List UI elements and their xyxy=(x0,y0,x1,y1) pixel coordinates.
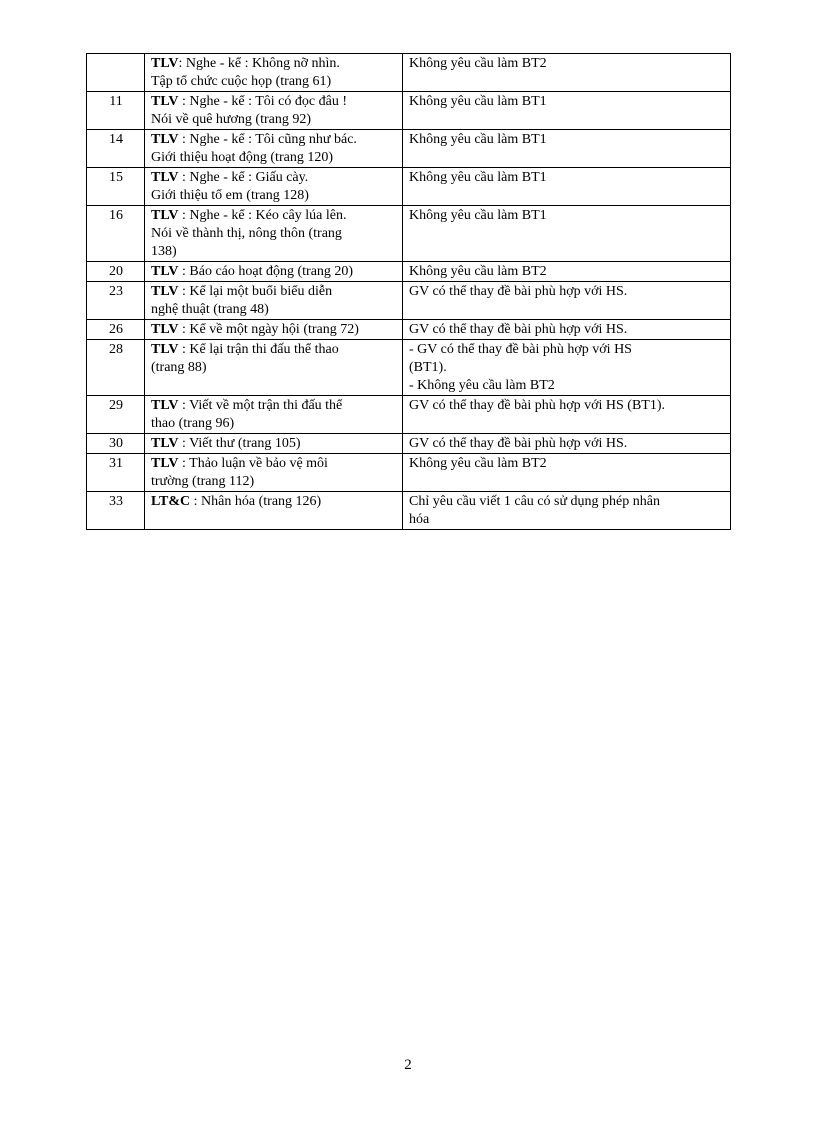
note-cell xyxy=(403,130,731,168)
lesson-line xyxy=(151,341,397,359)
subject-tag: TLV xyxy=(151,456,179,471)
lesson-line xyxy=(151,55,397,73)
lesson-title: : Nghe - kể : Tôi cũng như bác. xyxy=(178,132,357,147)
week-cell: 15 xyxy=(87,168,145,206)
note-cell xyxy=(403,92,731,130)
week-cell: 29 xyxy=(87,396,145,434)
table-row xyxy=(87,206,731,262)
lesson-line: Nói về quê hương (trang 92) xyxy=(151,112,312,127)
lesson-line: Giới thiệu hoạt động (trang 120) xyxy=(151,150,333,165)
lesson-cell xyxy=(145,92,403,130)
subject-tag: TLV xyxy=(151,342,179,357)
subject-tag: TLV xyxy=(151,56,179,71)
lesson-cell xyxy=(145,434,403,454)
week-cell: 31 xyxy=(87,454,145,492)
page-number: 2 xyxy=(404,1057,412,1073)
lesson-title: : Viết thư (trang 105) xyxy=(178,436,301,451)
note-line: Không yêu cầu làm BT2 xyxy=(409,56,547,71)
note-cell xyxy=(403,262,731,282)
week-cell: 26 xyxy=(87,320,145,340)
note-line: - GV có thể thay đề bài phù hợp với HS xyxy=(409,342,632,357)
week-cell: 28 xyxy=(87,340,145,396)
lesson-title: : Kể lại một buổi biểu diễn xyxy=(178,284,333,299)
lesson-title: : Báo cáo hoạt động (trang 20) xyxy=(178,264,354,279)
note-line: Không yêu cầu làm BT1 xyxy=(409,170,547,185)
lesson-line xyxy=(151,397,397,415)
lesson-title: : Kể về một ngày hội (trang 72) xyxy=(178,322,359,337)
table-body xyxy=(87,54,731,530)
lesson-line: Giới thiệu tổ em (trang 128) xyxy=(151,188,309,203)
lesson-line: thao (trang 96) xyxy=(151,416,235,431)
lesson-cell xyxy=(145,262,403,282)
subject-tag: TLV xyxy=(151,208,179,223)
lesson-title: : Nghe - kể : Tôi có đọc đâu ! xyxy=(178,94,347,109)
week-cell: 11 xyxy=(87,92,145,130)
lesson-title: : Viết về một trận thi đấu thể xyxy=(178,398,343,413)
subject-tag: TLV xyxy=(151,398,179,413)
lesson-title: : Nghe - kể : Không nỡ nhìn. xyxy=(178,56,340,71)
lesson-title: : Nghe - kể : Kéo cây lúa lên. xyxy=(178,208,347,223)
lesson-line xyxy=(151,169,397,187)
note-cell xyxy=(403,54,731,92)
week-cell: 33 xyxy=(87,492,145,530)
week-cell xyxy=(87,54,145,92)
subject-tag: TLV xyxy=(151,132,179,147)
table-row xyxy=(87,92,731,130)
note-cell xyxy=(403,168,731,206)
lesson-line xyxy=(151,455,397,473)
lesson-title: : Nhân hóa (trang 126) xyxy=(190,494,322,509)
table-row xyxy=(87,282,731,320)
subject-tag: TLV xyxy=(151,170,179,185)
lesson-title: : Nghe - kể : Giấu cày. xyxy=(178,170,309,185)
note-line: (BT1). xyxy=(409,360,447,375)
lesson-line: 138) xyxy=(151,244,177,259)
note-cell xyxy=(403,434,731,454)
lesson-line xyxy=(151,321,397,339)
note-cell xyxy=(403,396,731,434)
note-line: hóa xyxy=(409,512,430,527)
note-line: Không yêu cầu làm BT1 xyxy=(409,208,547,223)
lesson-cell xyxy=(145,454,403,492)
lesson-line xyxy=(151,283,397,301)
note-cell xyxy=(403,492,731,530)
lesson-line: nghệ thuật (trang 48) xyxy=(151,302,269,317)
note-cell xyxy=(403,454,731,492)
table-row xyxy=(87,262,731,282)
week-cell: 14 xyxy=(87,130,145,168)
subject-tag: TLV xyxy=(151,284,179,299)
lesson-cell xyxy=(145,396,403,434)
lesson-line xyxy=(151,131,397,149)
curriculum-table xyxy=(86,53,731,530)
table-row xyxy=(87,396,731,434)
note-line: - Không yêu cầu làm BT2 xyxy=(409,378,555,393)
subject-tag: LT&C xyxy=(151,494,191,509)
table-row xyxy=(87,54,731,92)
subject-tag: TLV xyxy=(151,94,179,109)
lesson-line: Nói về thành thị, nông thôn (trang xyxy=(151,226,342,241)
note-line: Không yêu cầu làm BT2 xyxy=(409,456,547,471)
table-row xyxy=(87,340,731,396)
lesson-cell xyxy=(145,206,403,262)
note-line: Không yêu cầu làm BT1 xyxy=(409,132,547,147)
table-row xyxy=(87,320,731,340)
week-cell: 20 xyxy=(87,262,145,282)
note-line: Không yêu cầu làm BT2 xyxy=(409,264,547,279)
note-cell xyxy=(403,206,731,262)
week-cell: 23 xyxy=(87,282,145,320)
note-cell xyxy=(403,340,731,396)
lesson-cell xyxy=(145,492,403,530)
table-row xyxy=(87,130,731,168)
lesson-line: (trang 88) xyxy=(151,360,207,375)
lesson-line: trường (trang 112) xyxy=(151,474,255,489)
lesson-line xyxy=(151,493,397,511)
note-line: GV có thể thay đề bài phù hợp với HS. xyxy=(409,284,628,299)
table-row xyxy=(87,168,731,206)
note-cell xyxy=(403,282,731,320)
week-cell: 30 xyxy=(87,434,145,454)
note-line: Chỉ yêu cầu viết 1 câu có sử dụng phép nhân xyxy=(409,494,660,509)
note-line: Không yêu cầu làm BT1 xyxy=(409,94,547,109)
lesson-line xyxy=(151,263,397,281)
lesson-line xyxy=(151,435,397,453)
note-line: GV có thể thay đề bài phù hợp với HS. xyxy=(409,322,628,337)
table-row xyxy=(87,492,731,530)
lesson-cell xyxy=(145,340,403,396)
lesson-cell xyxy=(145,282,403,320)
lesson-cell xyxy=(145,54,403,92)
week-cell: 16 xyxy=(87,206,145,262)
lesson-title: : Kể lại trận thi đấu thể thao xyxy=(178,342,339,357)
lesson-cell xyxy=(145,320,403,340)
lesson-line: Tập tổ chức cuộc họp (trang 61) xyxy=(151,74,332,89)
note-line: GV có thể thay đề bài phù hợp với HS. xyxy=(409,436,628,451)
subject-tag: TLV xyxy=(151,436,179,451)
table-row xyxy=(87,434,731,454)
subject-tag: TLV xyxy=(151,322,179,337)
subject-tag: TLV xyxy=(151,264,179,279)
lesson-title: : Thảo luận về bảo vệ môi xyxy=(178,456,328,471)
lesson-cell xyxy=(145,168,403,206)
table-row xyxy=(87,454,731,492)
lesson-line xyxy=(151,207,397,225)
lesson-line xyxy=(151,93,397,111)
lesson-cell xyxy=(145,130,403,168)
note-line: GV có thể thay đề bài phù hợp với HS (BT1). xyxy=(409,398,666,413)
note-cell xyxy=(403,320,731,340)
